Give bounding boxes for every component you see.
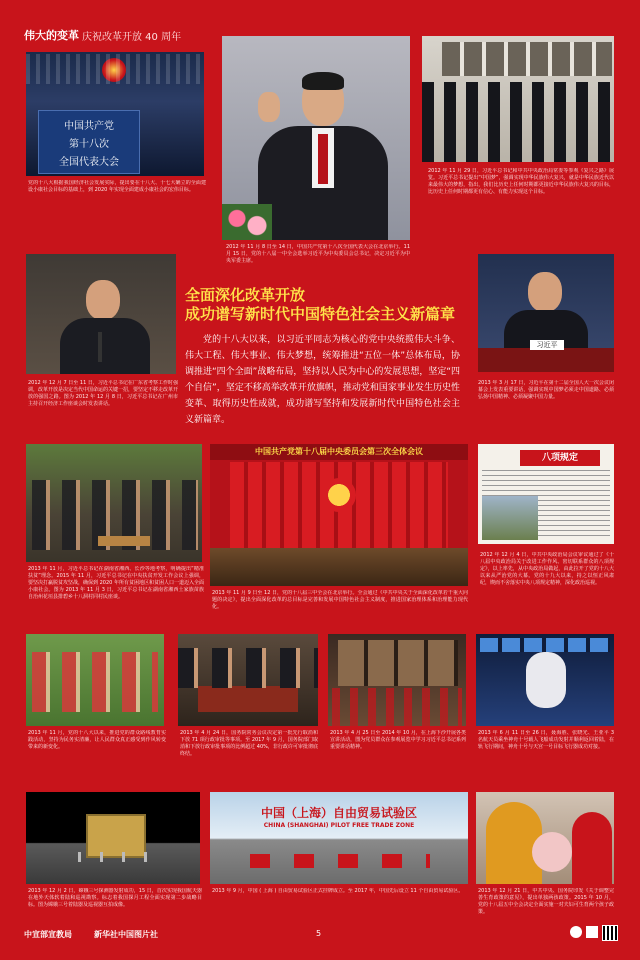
figure-hair (302, 72, 344, 90)
caption-museum: 2013 年 4 月 25 日至 2014 年 10 月，在上海下沙开展各类宣讲活动，图为党员群众在参观展览中学习习近平总书记系列重要讲话精神。 (330, 730, 466, 750)
figure-tie (318, 134, 328, 184)
photo-grassroots (26, 634, 164, 726)
exhibit-people (422, 82, 614, 162)
caption-grassroots: 2013 年 11 月，党的十八大以来，推进党的群众路线教育实践活动，坚持为民务实清廉，让人民群众真正感受到作风转变带来的新变化。 (28, 730, 166, 750)
desk-items (198, 686, 298, 712)
lander-legs (78, 852, 150, 862)
photo-eight-rules (478, 444, 614, 544)
hall-lights (26, 54, 204, 84)
great-wall-image (482, 496, 538, 540)
photo-guangdong (26, 254, 176, 374)
footer-publisher: 中宣部宣教局 (24, 930, 72, 939)
qr-code-icon (602, 925, 618, 941)
figure-head (528, 272, 562, 312)
trucks (250, 854, 430, 868)
child (572, 812, 612, 884)
photo-lunar (26, 792, 200, 884)
photo-hunan (26, 444, 202, 562)
figure-hand (258, 92, 280, 122)
officials (178, 648, 318, 688)
photo-npc-speech (478, 254, 614, 372)
photo-ftz (210, 792, 468, 884)
congress-sign (38, 110, 140, 174)
caption-hunan: 2013 年 11 月，习近平总书记在湖南省湘西、长沙等地考察，明确提出“精准扶贫”理念。2015 年 11 月，习近平总书记在中央扶贫开发工作会议上强调，要坚决打赢脱贫攻坚战，确保到 2020 年所有贫困地区和贫困人口一道迈入全面小康社会。图为 2013 年 11 月 3 日，习近平总书记在湖南省湘西土家族苗族自治州花垣县排碧乡十八洞村同村民座谈。 (28, 566, 204, 600)
feature-headline (185, 286, 485, 324)
caption-family: 2013 年 12 月 21 日，中共中央、国务院印发《关于调整完善生育政策的意见》，提出单独两孩政策。2015 年 10 月，党的十八届五中全会决定全面实施一对夫妇可生育两个孩子政策。 (478, 888, 614, 915)
photo-exhibition (422, 36, 614, 162)
ftz-gate-text-en: CHINA (SHANGHAI) PILOT FREE TRADE ZONE (263, 822, 415, 829)
caption-eight-rules: 2012 年 12 月 4 日，中共中央政治局会议审议通过了《十八届中央政治局关于改进工作作风、密切联系群众的八项规定》，以上率先，从中央政治局做起，由此拉开了党的十八大以来从严治党的大幕。党的十九大以来，持之以恒正风肃纪，锲而不舍落实中央八项规定精神，深化政治巡视。 (480, 552, 614, 586)
photo-waving (222, 36, 410, 240)
figure-suit (60, 318, 150, 374)
ftz-gate-text: 中国（上海）自由贸易试验区 (260, 806, 417, 820)
visitors (332, 688, 462, 726)
congress-sign-line-3: 全国代表大会 (59, 157, 119, 168)
poster-series-title: 伟大的变革 (24, 29, 79, 42)
exhibit-panels (338, 640, 458, 686)
plenum-banner: 中国共产党第十八届中央委员会第三次全体会议 (210, 444, 468, 460)
photo-plenum (210, 444, 468, 586)
logo-square-icon (586, 926, 598, 938)
caption-waving: 2012 年 11 月 8 日至 14 日，中国共产党第十八次全国代表大会在北京举行。11 月 15 日，党的十八届一中全会选举习近平为中央委员会总书记，决定习近平为中央军委主席。 (226, 244, 410, 264)
caption-npc-speech: 2013 年 3 月 17 日，习近平在第十二届全国人大一次会议闭幕会上发表重要讲话，强调实现中国梦必须走中国道路、必须弘扬中国精神、必须凝聚中国力量。 (478, 380, 614, 400)
photo-spaceflight (476, 634, 614, 726)
page-number: 5 (316, 929, 322, 938)
photo-anticorruption (178, 634, 318, 726)
photo-family (476, 792, 614, 884)
congress-sign-line-2: 第十八次 (69, 139, 109, 150)
headline-line-2: 成功谱写新时代中国特色社会主义新篇章 (185, 305, 456, 323)
baby (532, 832, 572, 872)
screens (480, 638, 610, 652)
nameplate: 习近平 (530, 340, 564, 350)
podium (478, 348, 614, 372)
feature-body: 党的十八大以来，以习近平同志为核心的党中央统揽伟大斗争、伟大工程、伟大事业、伟大梦想，统筹推进“五位一体”总体布局，协调推进“四个全面”战略布局，坚持以人民为中心的发展思想，坚定“四个自信”，坚定不移高举改革开放旗帜，推动党和国家事业发生历史性变革、取得历史性成就，成功谱写坚持和发展新时代中国特色社会主义新篇章。 (185, 335, 460, 425)
congress-sign-line-1: 中国共产党 (64, 121, 114, 132)
headline-line-1: 全面深化改革开放 (185, 286, 306, 304)
flowers (222, 204, 272, 240)
astronaut (526, 652, 566, 708)
publisher-logos (570, 925, 626, 939)
caption-spaceflight: 2013 年 6 月 11 日至 26 日，聂海胜、张晓光、王亚平 3 名航天员乘坐神舟十号载人飞船成功发射并顺利返回着陆，在轨飞行期间，神舟十号与天宫一号目标飞行器成功对接。 (478, 730, 614, 750)
poster-series-subtitle: 庆祝改革开放 40 周年 (82, 32, 182, 43)
rostrum (210, 548, 468, 586)
caption-guangdong: 2012 年 12 月 7 日至 11 日，习近平总书记在广东省考察工作时强调，改革开放是决定当代中国命运的关键一招，要坚定不移走改革开放的强国之路。图为 2012 年 12 月 8 日，习近平总书记在广州市主持召开经济工作座谈会时发表讲话。 (28, 380, 178, 407)
people-group (32, 652, 158, 712)
caption-anticorruption: 2013 年 4 月 24 日，国务院常务会议决定第一批先行取消和下放 71 项行政审批等事项。至 2017 年 9 月，国务院部门取消和下放行政审批事项的比例超过 40%，非行政许可审批彻底终结。 (180, 730, 318, 757)
party-emblem (322, 478, 356, 512)
caption-congress: 党的十八大根据我国经济社会发展实际，提出要在十八大、十七大确立的全面建设小康社会目标的基础上，到 2020 年实现全面建成小康社会的宏伟目标。 (28, 180, 206, 193)
figure-head (86, 280, 120, 320)
caption-lunar: 2013 年 12 月 2 日，嫦娥三号探测器发射成功，15 日，首次实现我国航天器在地外天体软着陆和巡视勘察。标志着我国探月工程全面实现第二步战略目标。图为嫦娥三号着陆器及巡视器互拍成像。 (28, 888, 202, 908)
table (98, 536, 150, 546)
logo-circle-icon (570, 926, 582, 938)
caption-plenum: 2013 年 11 月 9 日至 12 日，党的十八届三中全会在北京举行。全会通过《中共中央关于全面深化改革若干重大问题的决定》，提出全面深化改革的总目标是完善和发展中国特色社会主义制度，推进国家治理体系和治理能力现代化。 (212, 590, 468, 610)
microphone (98, 332, 102, 362)
caption-exhibition: 2012 年 11 月 29 日，习近平总书记和中共中央政治局常委等参观《复兴之路》展览。习近平总书记提出“中国梦”，强调实现中华民族伟大复兴，就是中华民族近代以来最伟大的梦想，指出，我们比历史上任何时期都更接近中华民族伟大复兴的目标，比历史上任何时期都更有信心、有能力实现这个目标。 (428, 168, 614, 195)
exhibit-wall (442, 42, 612, 76)
footer-photo-agency: 新华社中国图片社 (94, 930, 158, 939)
eight-rules-title: 八项规定 (520, 450, 600, 466)
caption-ftz: 2013 年 9 月，中国 ( 上海 ) 自由贸易试验区正式挂牌成立。至 2017 年，中国先后设立 11 个自由贸易试验区。 (212, 888, 464, 894)
photo-museum (328, 634, 466, 726)
photo-congress-hall (26, 52, 204, 176)
